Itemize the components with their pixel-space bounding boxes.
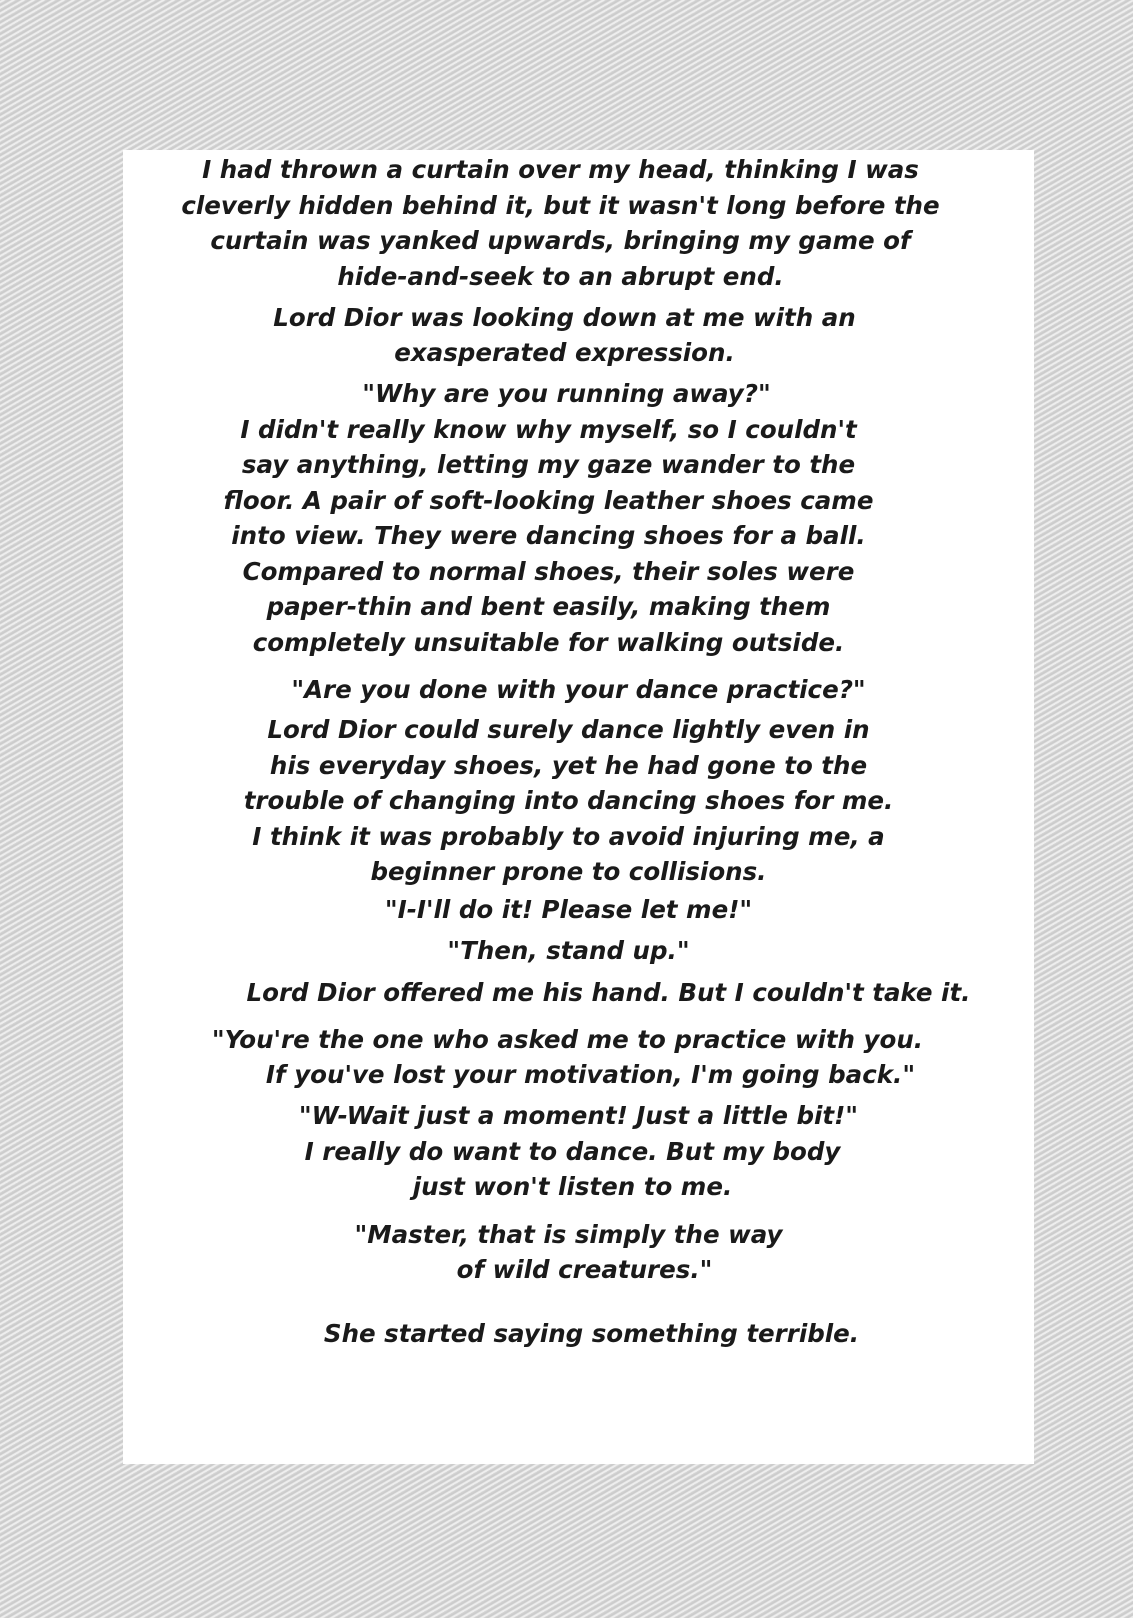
text-line: paper-thin and bent easily, making them — [266, 592, 831, 621]
text-line: I didn't really know why myself, so I couldn't — [240, 415, 857, 444]
text-line: "W-Wait just a moment! Just a little bit!" — [298, 1101, 859, 1130]
text-line: Lord Dior was looking down at me with an — [273, 303, 856, 332]
text-line: I had thrown a curtain over my head, thinking I was — [202, 155, 919, 184]
text-line: hide-and-seek to an abrupt end. — [337, 262, 784, 291]
text-line: floor. A pair of soft-looking leather shoes came — [223, 486, 874, 515]
text-line: "Why are you running away?" — [362, 379, 771, 408]
text-line: If you've lost your motivation, I'm going back." — [265, 1060, 916, 1089]
text-line: trouble of changing into dancing shoes for me. — [243, 786, 894, 815]
text-line: just won't listen to me. — [412, 1172, 733, 1201]
text-line: exasperated expression. — [394, 338, 735, 367]
text-line: Lord Dior could surely dance lightly even in — [267, 715, 870, 744]
text-line: I really do want to dance. But my body — [304, 1137, 841, 1166]
text-line: curtain was yanked upwards, bringing my game of — [210, 226, 911, 255]
text-line: "You're the one who asked me to practice with you. — [211, 1025, 924, 1054]
text-page — [123, 150, 1034, 1464]
text-line: his everyday shoes, yet he had gone to the — [269, 751, 868, 780]
text-line: "Then, stand up." — [447, 936, 690, 965]
text-line: say anything, letting my gaze wander to the — [241, 450, 856, 479]
text-line: "I-I'll do it! Please let me!" — [384, 895, 753, 924]
text-line: Compared to normal shoes, their soles were — [242, 557, 855, 586]
text-line: completely unsuitable for walking outside. — [252, 628, 845, 657]
text-line: of wild creatures." — [456, 1255, 713, 1284]
text-line: "Master, that is simply the way — [354, 1220, 783, 1249]
text-line: "Are you done with your dance practice?" — [291, 675, 866, 704]
text-line: cleverly hidden behind it, but it wasn't long before the — [181, 191, 940, 220]
text-line: She started saying something terrible. — [323, 1319, 860, 1348]
text-line: beginner prone to collisions. — [370, 857, 767, 886]
text-line: into view. They were dancing shoes for a ball. — [231, 521, 866, 550]
text-line: Lord Dior offered me his hand. But I couldn't take it. — [246, 978, 971, 1007]
text-line: I think it was probably to avoid injuring me, a — [252, 822, 885, 851]
